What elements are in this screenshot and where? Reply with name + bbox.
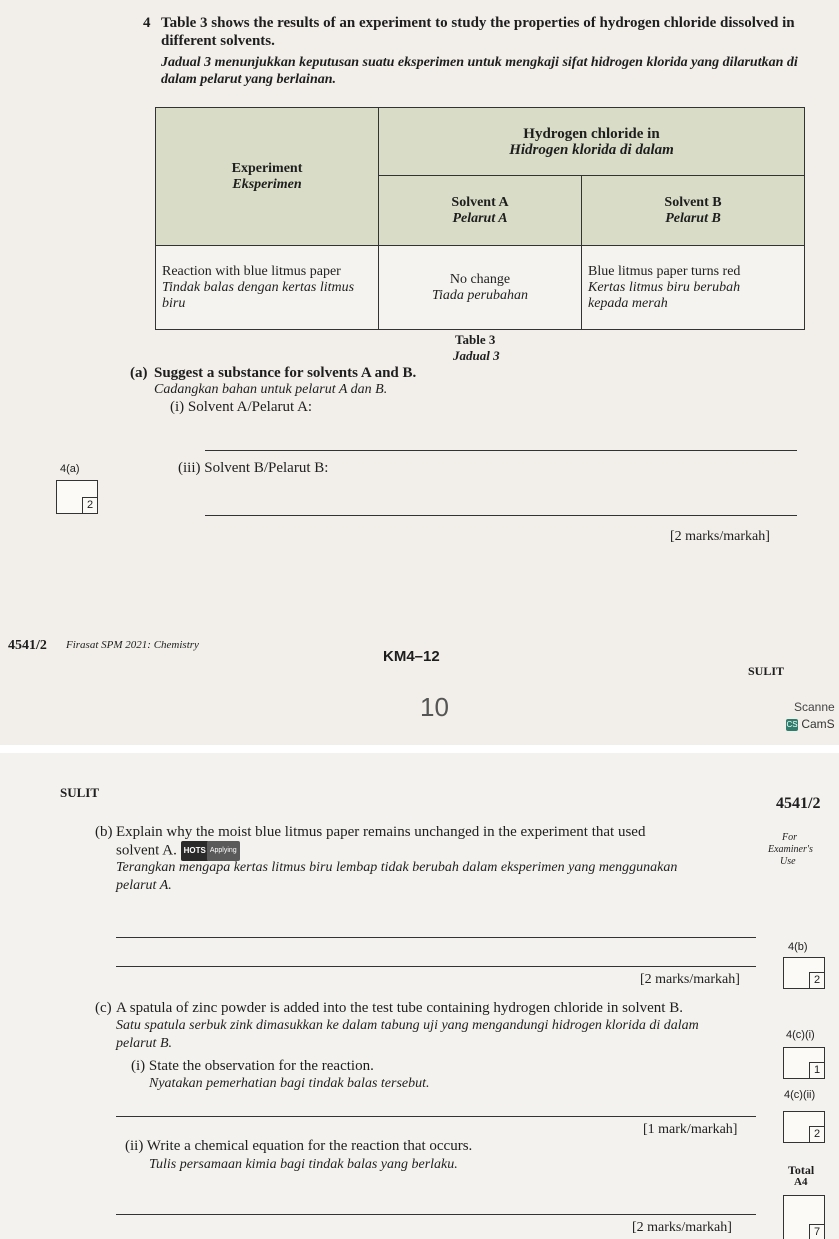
footer-sulit: SULIT <box>748 664 785 678</box>
qa-label: (a) <box>130 365 148 381</box>
qa-iii-label: (iii) Solvent B/Pelarut B: <box>178 460 329 476</box>
header-code: 4541/2 <box>776 795 821 812</box>
qcii-box-label: 4(c)(ii) <box>784 1089 816 1101</box>
qci-text-en: (i) State the observation for the reaction. <box>131 1058 374 1074</box>
table-caption-en: Table 3 <box>455 332 496 347</box>
header-hcl <box>379 108 805 176</box>
total-label: Total <box>788 1163 815 1177</box>
page-number: 10 <box>420 692 449 722</box>
examiner-label-1: For <box>782 832 797 843</box>
header-solvent-b-en: Solvent B <box>664 194 722 210</box>
qa-box-label: 4(a) <box>60 463 80 475</box>
qb-score-box[interactable] <box>783 957 825 989</box>
solvent-b-result-ms-2: kepada merah <box>588 295 668 311</box>
qc-text-ms-2: pelarut B. <box>116 1036 172 1051</box>
answer-line-qcii[interactable] <box>116 1214 756 1215</box>
scanner-watermark-1: Scanne <box>794 700 835 714</box>
footer-title: Firasat SPM 2021: Chemistry <box>66 639 199 651</box>
header-solvent-a-ms: Pelarut A <box>452 210 508 226</box>
solvent-b-result <box>582 246 805 330</box>
answer-line-qa-i[interactable] <box>205 450 797 451</box>
header-solvent-b-ms: Pelarut B <box>665 210 721 226</box>
question-intro-en: Table 3 shows the results of an experiment to study the properties of hydrogen chloride dissolved in different solvents. <box>161 15 795 49</box>
header-experiment-en: Experiment <box>231 160 303 176</box>
qa-score-box[interactable] <box>56 480 98 514</box>
qa-text-ms: Cadangkan bahan untuk pelarut A dan B. <box>154 382 388 397</box>
row-label-ms-2: biru <box>162 295 186 311</box>
header-solvent-b <box>582 176 805 246</box>
qb-marks: [2 marks/markah] <box>640 972 740 987</box>
question-number: 4 <box>143 15 151 31</box>
row-label-cell <box>156 246 379 330</box>
solvent-b-result-ms-1: Kertas litmus biru berubah <box>588 279 741 295</box>
qcii-score-max: 2 <box>809 1126 824 1142</box>
qci-text-ms: Nyatakan pemerhatian bagi tindak balas tersebut. <box>149 1076 430 1091</box>
header-sulit: SULIT <box>60 785 100 800</box>
qa-score-max: 2 <box>82 497 97 513</box>
total-score-box[interactable] <box>783 1195 825 1239</box>
page-2 <box>0 753 839 1239</box>
solvent-a-result-ms: Tiada perubahan <box>431 287 529 303</box>
qb-text-en-2: solvent A. <box>116 842 177 859</box>
qa-text-en: Suggest a substance for solvents A and B. <box>154 365 417 381</box>
question-intro-ms: Jadual 3 menunjukkan keputusan suatu eksperimen untuk mengkaji sifat hidrogen klorida yang dilarutkan di dalam pelarut yang berlainan. <box>161 55 798 87</box>
row-label-ms-1: Tindak balas dengan kertas litmus <box>162 279 355 295</box>
qb-score-max: 2 <box>809 972 824 988</box>
solvent-b-result-en: Blue litmus paper turns red <box>588 263 741 279</box>
total-score-max: 7 <box>809 1224 824 1239</box>
qcii-text-ms: Tulis persamaan kimia bagi tindak balas yang berlaku. <box>149 1157 458 1172</box>
header-solvent-a <box>379 176 582 246</box>
scanner-watermark-2 <box>786 717 835 731</box>
solvent-a-result-en: No change <box>449 271 511 287</box>
answer-line-qci[interactable] <box>116 1116 756 1117</box>
qb-box-label: 4(b) <box>788 941 808 953</box>
total-sub-label: A4 <box>794 1176 808 1188</box>
qa-i-label: (i) Solvent A/Pelarut A: <box>170 399 313 415</box>
qcii-text-en: (ii) Write a chemical equation for the reaction that occurs. <box>125 1138 473 1154</box>
qb-text-en-2-row <box>116 841 240 861</box>
camscanner-logo-icon: CS <box>786 719 798 729</box>
header-experiment <box>156 108 379 246</box>
qcii-marks: [2 marks/markah] <box>632 1220 732 1235</box>
table-caption-ms: Jadual 3 <box>453 348 500 363</box>
qb-text-ms-2: pelarut A. <box>116 878 172 893</box>
footer-km: KM4–12 <box>383 648 440 665</box>
page-gap <box>0 745 839 753</box>
answer-line-qa-iii[interactable] <box>205 515 797 516</box>
header-hcl-ms: Hidrogen klorida di dalam <box>509 141 674 158</box>
qci-score-max: 1 <box>809 1062 824 1078</box>
row-label-en: Reaction with blue litmus paper <box>162 263 341 279</box>
examiner-label-3: Use <box>780 856 796 867</box>
applying-badge: Applying <box>207 841 240 861</box>
qc-text-en: A spatula of zinc powder is added into the test tube containing hydrogen chloride in solvent B. <box>116 1000 683 1016</box>
header-experiment-ms: Eksperimen <box>232 176 302 192</box>
footer-code: 4541/2 <box>8 638 47 653</box>
qb-label: (b) <box>95 824 113 840</box>
qci-score-box[interactable] <box>783 1047 825 1079</box>
hots-badge: HOTS <box>181 841 209 861</box>
qc-label: (c) <box>95 1000 112 1016</box>
answer-line-qb-1[interactable] <box>116 937 756 938</box>
qc-text-ms-1: Satu spatula serbuk zink dimasukkan ke dalam tabung uji yang mengandungi hidrogen klorida di dalam <box>116 1018 699 1033</box>
qci-marks: [1 mark/markah] <box>643 1122 738 1137</box>
examiner-label-2: Examiner's <box>768 844 813 855</box>
scanner-watermark-2-text: CamS <box>801 717 835 731</box>
qb-text-ms-1: Terangkan mengapa kertas litmus biru lembap tidak berubah dalam eksperimen yang menggunakan <box>116 860 678 875</box>
qb-text-en-1: Explain why the moist blue litmus paper remains unchanged in the experiment that used <box>116 824 646 840</box>
answer-line-qb-2[interactable] <box>116 966 756 967</box>
qcii-score-box[interactable] <box>783 1111 825 1143</box>
qci-box-label: 4(c)(i) <box>786 1029 815 1041</box>
results-table <box>155 107 805 330</box>
solvent-a-result <box>379 246 582 330</box>
header-solvent-a-en: Solvent A <box>451 194 509 210</box>
qa-marks: [2 marks/markah] <box>670 529 770 544</box>
header-hcl-en: Hydrogen chloride in <box>523 125 660 142</box>
